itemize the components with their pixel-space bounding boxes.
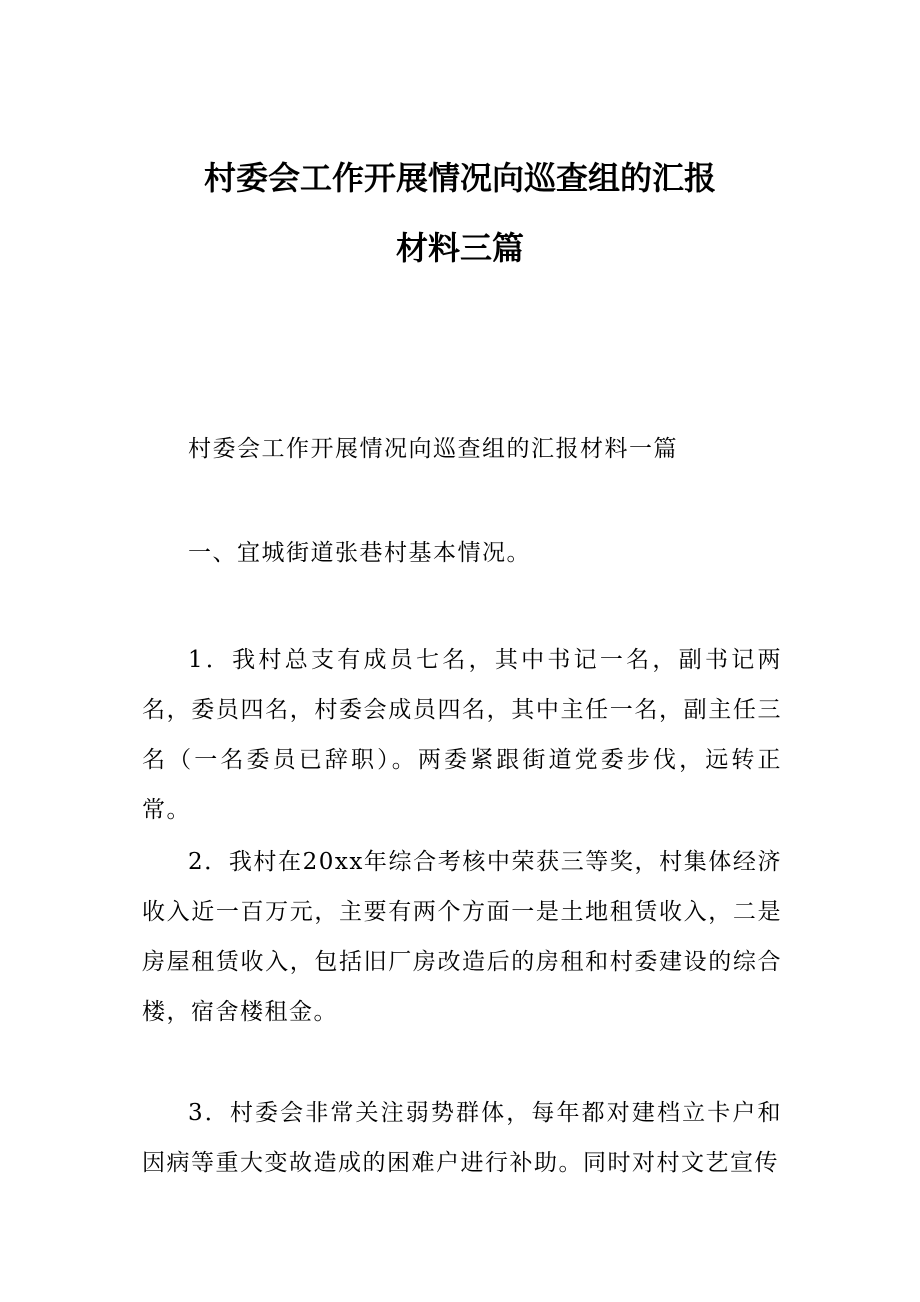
document-subtitle: 村委会工作开展情况向巡查组的汇报材料一篇	[188, 436, 678, 462]
paragraph-item-3: 3．村委会非常关注弱势群体，每年都对建档立卡户和因病等重大变故造成的困难户进行补助。同时对村文艺宣传	[142, 1100, 782, 1176]
paragraph-item-1: 1．我村总支有成员七名，其中书记一名，副书记两名，委员四名，村委会成员四名，其中主任一名，副主任三名（一名委员已辞职）。两委紧跟街道党委步伐，远转正常。	[142, 647, 782, 823]
document-title-line-2: 材料三篇	[395, 229, 524, 267]
document-title-line-1: 村委会工作开展情况向巡查组的汇报	[203, 159, 716, 197]
section-heading: 一、宜城街道张巷村基本情况。	[188, 540, 531, 566]
paragraph-item-2: 2．我村在20xx年综合考核中荣获三等奖，村集体经济收入近一百万元，主要有两个方面一是土地租赁收入，二是房屋租赁收入，包括旧厂房改造后的房租和村委建设的综合楼，宿舍楼租金。	[142, 849, 782, 1025]
